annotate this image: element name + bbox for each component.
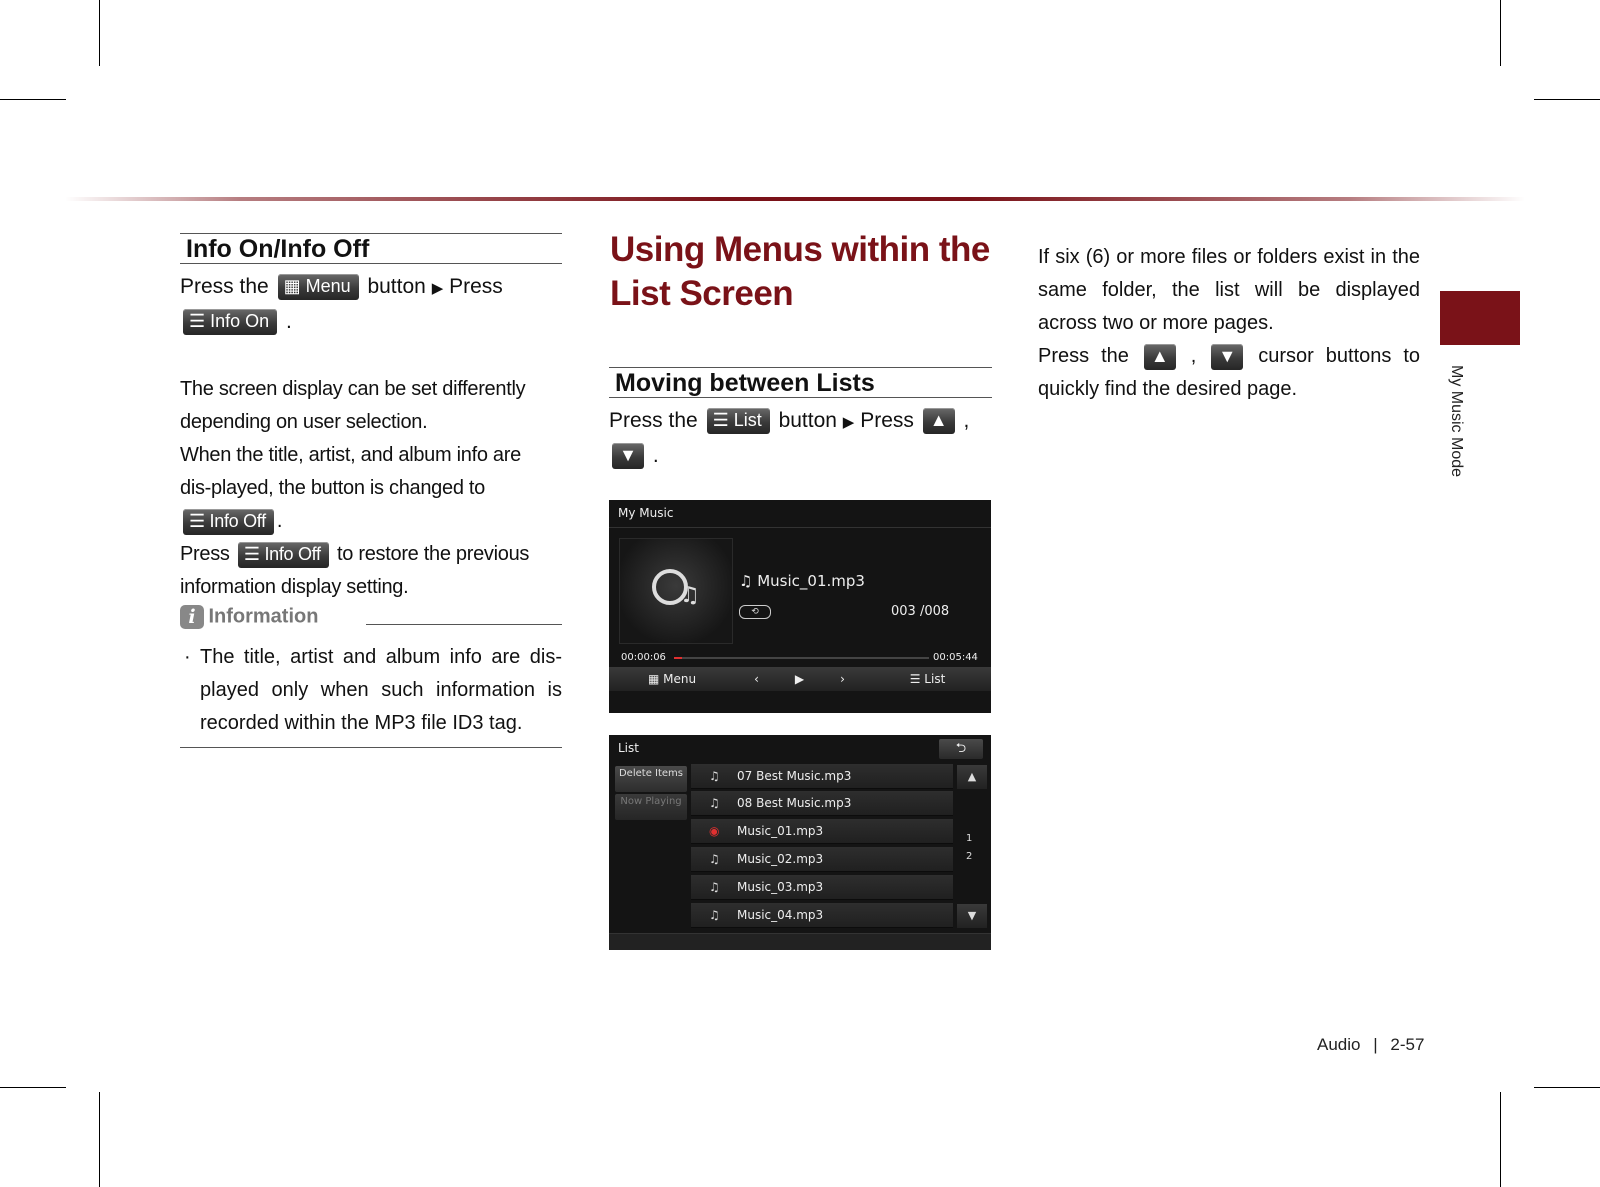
music-note-icon: ♫ — [709, 796, 720, 810]
info-off-button[interactable]: ☰ Info Off — [238, 542, 329, 568]
pages-paragraph: If six (6) or more files or folders exist in the same folder, the list will be displayed across two or more pages. Press the ▲ , ▼ cursor buttons to quickly find the desired page. — [1038, 241, 1420, 406]
menu-button[interactable]: ▦ Menu — [278, 274, 359, 300]
down-button[interactable] — [612, 443, 644, 469]
lists-step: Press the ☰ List button ▶ Press ▲ , ▼ . — [609, 404, 1004, 472]
menu-button-label: Menu — [305, 276, 351, 297]
track-name: Music_01.mp3 — [757, 572, 865, 590]
list-item-label: 07 Best Music.mp3 — [737, 769, 852, 783]
list-item-label: Music_04.mp3 — [737, 908, 824, 922]
scroll-up-button[interactable] — [957, 765, 987, 789]
track-counter: 003 /008 — [891, 604, 950, 619]
scroll-down-button[interactable] — [957, 904, 987, 928]
step-text: Press — [860, 409, 914, 432]
step-text: button — [778, 409, 837, 432]
screen-list-button[interactable] — [864, 667, 991, 691]
playing-icon: ◉ — [709, 824, 720, 838]
divider — [366, 624, 562, 625]
music-note-icon: ♫ — [709, 769, 720, 783]
bullet-icon: · — [184, 646, 191, 668]
arrow-right-icon: ▶ — [842, 414, 855, 431]
page-footer — [1317, 1035, 1424, 1055]
crop-mark — [99, 1092, 100, 1187]
back-button[interactable] — [939, 739, 983, 759]
music-note-icon: ♫ — [739, 572, 753, 590]
divider — [180, 747, 562, 748]
next-button[interactable] — [821, 667, 865, 691]
crop-mark — [0, 1087, 66, 1088]
total-time: 00:05:44 — [933, 652, 978, 663]
info-off-button[interactable]: ☰ Info Off — [183, 509, 274, 535]
control-bar — [609, 667, 991, 691]
track-title — [739, 572, 865, 590]
list-item-label: 08 Best Music.mp3 — [737, 796, 852, 810]
info-icon: i — [180, 605, 204, 629]
list-item-label: Music_03.mp3 — [737, 880, 824, 894]
album-art — [619, 538, 733, 644]
paragraph-text: When the title, artist, and album info are dis-played, the button is changed to — [180, 444, 521, 499]
paragraph-text: If six (6) or more files or folders exist in the same folder, the list will be displayed across two or more pages. — [1038, 246, 1420, 334]
play-button[interactable] — [778, 667, 822, 691]
list-label: List — [924, 672, 946, 686]
screen-my-music — [609, 500, 991, 713]
bullet-text: The title, artist and album info are dis-played only when such information is recorded within the MP3 file ID3 tag. — [200, 646, 562, 734]
list-item[interactable] — [691, 847, 953, 872]
information-header — [180, 605, 562, 635]
page-number: 2 — [966, 851, 973, 862]
list-item[interactable] — [691, 791, 953, 816]
delete-items-button[interactable]: Delete Items — [615, 766, 687, 792]
bottom-bar — [609, 933, 991, 950]
repeat-icon: ⟲ — [739, 605, 771, 619]
paragraph-text: Press — [180, 543, 230, 565]
triangle-up-icon: ▲ — [1150, 345, 1169, 366]
crop-mark — [0, 99, 66, 100]
information-label: Information — [208, 605, 319, 628]
crop-mark — [99, 0, 100, 66]
step-text: Press the — [180, 275, 269, 298]
chapter-tab — [1440, 291, 1520, 345]
list-button-label: List — [733, 410, 762, 431]
chevron-left-icon: ‹ — [754, 672, 759, 686]
play-icon: ▶ — [794, 672, 805, 686]
footer-section: Audio — [1317, 1035, 1361, 1054]
triangle-down-icon: ▼ — [1218, 345, 1237, 366]
music-note-icon: ♫ — [709, 880, 720, 894]
list-item[interactable] — [691, 875, 953, 900]
progress-bar[interactable] — [674, 657, 929, 659]
step-text: Press the — [609, 409, 698, 432]
info-off-label: Info Off — [209, 510, 266, 531]
music-note-icon: ♫ — [709, 908, 720, 922]
up-button[interactable] — [923, 408, 955, 434]
screen-list — [609, 735, 991, 950]
page-number: 2-57 — [1390, 1035, 1425, 1054]
list-item[interactable] — [691, 903, 953, 928]
grid-icon: ▦ — [647, 672, 660, 686]
info-on-label: Info On — [210, 311, 270, 332]
step-text: button — [367, 275, 426, 298]
page-number: 1 — [966, 833, 973, 844]
screen-menu-button[interactable] — [609, 667, 736, 691]
progress-fill — [674, 657, 682, 659]
information-bullet — [184, 641, 562, 740]
triangle-up-icon: ▲ — [967, 770, 977, 783]
screen-title: My Music — [618, 506, 674, 520]
previous-button[interactable] — [735, 667, 779, 691]
info-paragraph: The screen display can be set differently depending on user selection. When the title, artist, and album info are dis-played, the button is changed to ☰ Info Off . Press ☰ Info Off to restore the previous information display setting. — [180, 378, 530, 598]
list-icon: ☰ — [909, 672, 921, 686]
page-heading: Using Menus within the List Screen — [610, 230, 990, 313]
paragraph-text: The screen display can be set differently depending on user selection. — [180, 378, 526, 433]
list-item[interactable] — [691, 819, 953, 844]
chapter-label: My Music Mode — [1448, 365, 1465, 478]
section-title-lists: Moving between Lists — [609, 367, 992, 398]
menu-label: Menu — [663, 672, 697, 686]
triangle-up-icon: ▲ — [929, 410, 948, 431]
music-note-icon: ♫ — [680, 583, 700, 608]
chevron-right-icon: › — [840, 672, 845, 686]
down-button[interactable] — [1211, 344, 1243, 370]
list-item[interactable] — [691, 764, 953, 789]
paragraph-text: cursor buttons to quickly find the desired page. — [1038, 345, 1421, 400]
header-rule — [65, 197, 1525, 201]
info-off-label: Info Off — [264, 543, 321, 564]
now-playing-button[interactable]: Now Playing — [615, 794, 687, 820]
list-item-label: Music_01.mp3 — [737, 824, 824, 838]
back-arrow-icon: ⮌ — [955, 741, 967, 756]
crop-mark — [1534, 99, 1600, 100]
screen-title: List — [618, 741, 639, 755]
divider — [609, 527, 991, 528]
crop-mark — [1500, 0, 1501, 66]
triangle-down-icon: ▼ — [619, 445, 637, 466]
step-text: Press — [449, 275, 503, 298]
footer-divider: | — [1373, 1035, 1378, 1054]
list-button[interactable]: ☰ List — [707, 408, 770, 434]
music-note-icon: ♫ — [709, 852, 720, 866]
arrow-right-icon: ▶ — [431, 280, 444, 297]
paragraph-text: Press the — [1038, 345, 1129, 367]
crop-mark — [1534, 1087, 1600, 1088]
paragraph-text: to restore the previous information display setting. — [180, 543, 530, 598]
info-on-button[interactable]: ☰ Info On — [183, 309, 277, 335]
list-item-label: Music_02.mp3 — [737, 852, 824, 866]
triangle-down-icon: ▼ — [967, 909, 977, 922]
info-step: Press the ▦ Menu button ▶ Press ☰ Info On . — [180, 270, 570, 338]
elapsed-time: 00:00:06 — [621, 652, 666, 663]
crop-mark — [1500, 1092, 1501, 1187]
section-title-info: Info On/Info Off — [180, 233, 562, 264]
up-button[interactable] — [1144, 344, 1176, 370]
